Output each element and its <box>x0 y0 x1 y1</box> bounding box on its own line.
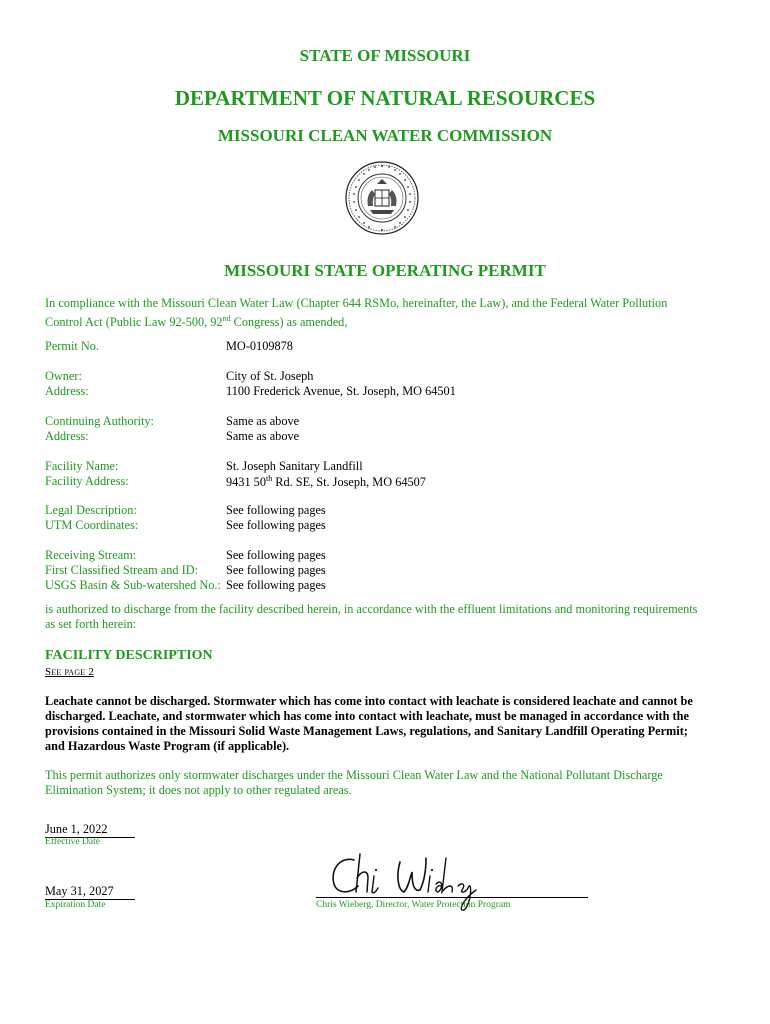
authorization-line-2: as set forth herein: <box>45 617 137 631</box>
utm-label: UTM Coordinates: <box>45 518 139 532</box>
see-page-link[interactable]: See page 2 <box>45 666 95 678</box>
intro-line-2: Control Act (Public Law 92-500, 92nd Congress) as amended, <box>45 314 348 330</box>
intro-paragraph <box>45 296 725 330</box>
header-department: DEPARTMENT OF NATURAL RESOURCES <box>174 86 596 110</box>
permit-no-label: Permit No. <box>45 339 99 353</box>
permit-title: MISSOURI STATE OPERATING PERMIT <box>224 261 546 280</box>
signer-label: Chris Wieberg, Director, Water Protection Program <box>316 900 511 910</box>
legal-description-value: See following pages <box>226 503 326 517</box>
effective-date-label: Effective Date <box>45 837 100 847</box>
expiration-date-label: Expiration Date <box>45 900 106 910</box>
leachate-line-4: and Hazardous Waste Program (if applicable). <box>45 739 290 753</box>
owner-address-value: 1100 Frederick Avenue, St. Joseph, MO 64501 <box>226 384 456 398</box>
utm-value: See following pages <box>226 518 326 532</box>
leachate-line-3: provisions contained in the Missouri Solid Waste Management Laws, regulations, and Sanitary Landfill Operating Permit; <box>45 724 688 738</box>
expiration-date: May 31, 2027 <box>45 884 135 900</box>
owner-address-label: Address: <box>45 384 89 398</box>
authorization-paragraph <box>45 602 725 632</box>
state-seal-icon <box>344 160 420 236</box>
header-state: STATE OF MISSOURI <box>299 46 471 65</box>
facility-description-title: FACILITY DESCRIPTION <box>45 648 213 663</box>
owner-label: Owner: <box>45 369 82 383</box>
ca-address-label: Address: <box>45 429 89 443</box>
signature-line <box>316 897 588 898</box>
permit-scope-line-1: This permit authorizes only stormwater discharges under the Missouri Clean Water Law and the National Pollutant Discharge <box>45 768 663 782</box>
continuing-authority-value: Same as above <box>226 414 300 428</box>
facility-name-label: Facility Name: <box>45 459 119 473</box>
owner-value: City of St. Joseph <box>226 369 314 383</box>
facility-address-value: 9431 50th Rd. SE, St. Joseph, MO 64507 <box>226 474 426 490</box>
usgs-value: See following pages <box>226 578 326 592</box>
intro-line-1: In compliance with the Missouri Clean Water Law (Chapter 644 RSMo, hereinafter, the Law), and the Federal Water Pollution <box>45 296 668 310</box>
permit-scope-line-2: Elimination System; it does not apply to other regulated areas. <box>45 783 352 797</box>
effective-date: June 1, 2022 <box>45 822 135 838</box>
authorization-line-1: is authorized to discharge from the facility described herein, in accordance with the effluent limitations and monitoring requirements <box>45 602 698 616</box>
legal-description-label: Legal Description: <box>45 503 137 517</box>
usgs-label: USGS Basin & Sub-watershed No.: <box>45 578 221 592</box>
permit-no-value: MO-0109878 <box>226 339 293 353</box>
receiving-stream-value: See following pages <box>226 548 326 562</box>
ca-address-value: Same as above <box>226 429 300 443</box>
continuing-authority-label: Continuing Authority: <box>45 414 154 428</box>
facility-name-value: St. Joseph Sanitary Landfill <box>226 459 363 473</box>
first-classified-label: First Classified Stream and ID: <box>45 563 199 577</box>
first-classified-value: See following pages <box>226 563 326 577</box>
permit-scope-paragraph <box>45 768 725 798</box>
leachate-paragraph <box>45 694 725 754</box>
header-commission: MISSOURI CLEAN WATER COMMISSION <box>217 126 553 145</box>
receiving-stream-label: Receiving Stream: <box>45 548 137 562</box>
leachate-line-1: Leachate cannot be discharged. Stormwater which has come into contact with leachate is considered leachate and cannot be <box>45 694 693 708</box>
facility-address-label: Facility Address: <box>45 474 129 488</box>
leachate-line-2: discharged. Leachate, and stormwater which has come into contact with leachate, must be managed in accordance with the <box>45 709 689 723</box>
